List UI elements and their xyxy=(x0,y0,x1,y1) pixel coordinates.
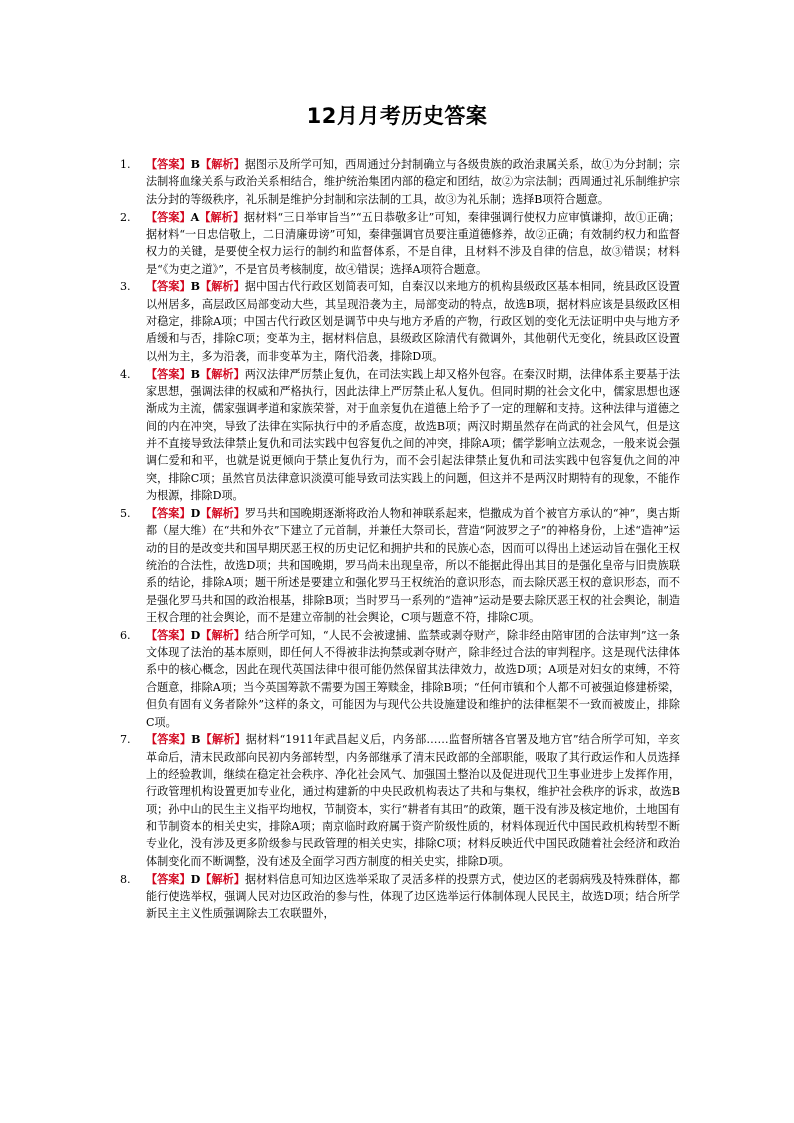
analysis-label: 【解析】 xyxy=(200,158,245,171)
answer-list xyxy=(120,156,680,923)
item-number: 2. xyxy=(120,210,131,224)
analysis-text: 据中国古代行政区划简表可知，自秦汉以来地方的机构县级政区基本相同，统县政区设置以州居多，高层政区局部变动大些，其呈现沿袭为主，局部变动的特点，故选B项，据材料应该是县级政区相对稳定，排除A项；中国古代行政区划是调节中央与地方矛盾的产物，行政区划的变化无法证明中央与地方矛盾缓和与否，排除C项；变革为主，据材料信息，县级政区除清代有微调外，其他朝代无变化，统县政区设置以州为主，多为沿袭，而非变革为主，隋代沿袭，排除D项。 xyxy=(146,280,680,363)
answer-choice: B xyxy=(191,733,201,747)
analysis-label: 【解析】 xyxy=(200,506,245,520)
item-number: 5. xyxy=(120,506,131,520)
analysis-label: 【解析】 xyxy=(199,210,245,224)
answer-label: 【答案】 xyxy=(146,210,191,224)
answer-item xyxy=(120,627,680,731)
answer-choice: B xyxy=(190,158,201,171)
item-number: 7. xyxy=(120,733,131,747)
answer-choice: D xyxy=(190,872,201,886)
analysis-text: 据图示及所学可知，西周通过分封制确立与各级贵族的政治隶属关系，故①为分封制；宗法制将血缘关系与政治关系相结合，维护统治集团内部的稳定和团结，故②为宗法制；西周通过礼乐制维护宗法分封的等级秩序，礼乐制是维护分封制和宗法制的工具，故③为礼乐制；选择B项符合题意。 xyxy=(146,158,680,206)
item-number: 3. xyxy=(120,280,131,294)
answer-label: 【答案】 xyxy=(146,158,191,171)
item-number: 1. xyxy=(120,158,131,171)
answer-item xyxy=(120,278,680,365)
analysis-text: 据材料“三日举审旨当”“五日恭敬多让”可知，秦律强调行使权力应审慎谦抑，故①正确；据材料“一日忠信敬上，二日清廉毋谤”可知，秦律强调官员要注重道德修养，故②正确；有效制约权力和监督权力的关键，是要使全权力运行的制约和监督体系，不是自律，且材料不涉及自律的信息，故③错误；材料是“《为吏之道》”，不是官员考核制度，故④错误；选择A项符合题意。 xyxy=(146,210,680,276)
analysis-label: 【解析】 xyxy=(200,367,245,381)
answer-label: 【答案】 xyxy=(146,872,191,886)
answer-item xyxy=(120,366,680,505)
answer-choice: D xyxy=(190,506,201,520)
item-number: 4. xyxy=(120,367,131,381)
analysis-text: 两汉法律严厉禁止复仇，在司法实践上却又格外包容。在秦汉时期，法律体系主要基于法家思想，强调法律的权威和严格执行，因此法律上严厉禁止私人复仇。但同时期的社会文化中，儒家思想也逐渐成为主流，儒家强调孝道和家族荣誉，对于血亲复仇在道德上给予了一定的理解和支持。这种法律与道德之间的内在冲突，导致了法律在实际执行中的矛盾态度，故选B项；两汉时期虽然存在尚武的社会风气，但是这并不直接导致法律禁止复仇和司法实践中包容复仇之间的冲突，排除A项；儒学影响立法观念，一般来说会强调仁爱和和平，也就是说更倾向于禁止复仇行为，而不会引起法律禁止复仇和司法实践中包容复仇之间的冲突，排除C项；虽然官员法律意识淡漠可能导致司法实践上的问题，但这并不是两汉时期特有的现象，不能作为根源，排除D项。 xyxy=(146,367,680,503)
analysis-text: 据材料“1911年武昌起义后，内务部……监督所辖各官署及地方官”结合所学可知，辛亥革命后，清末民政部向民初内务部转型，内务部继承了清末民政部的全部职能，吸取了其行政运作和人员选择上的经验教训，继续在稳定社会秩序、净化社会风气、加强国土整治以及促进现代卫生事业进步上发挥作用，行政管理机构设置更加专业化，通过构建新的中央民政机构表达了共和与集权，维护社会秩序的诉求，故选B项；孙中山的民生主义指平均地权，节制资本，实行“耕者有其田”的政策，题干没有涉及核定地价，土地国有和节制资本的相关史实，排除A项；南京临时政府属于资产阶级性质的，材料体现近代中国民政机构转型不断专业化，没有涉及更多阶级参与民政管理的相关史实，排除C项；材料反映近代中国民政随着社会经济和政治体制变化而不断调整，没有述及全面学习西方制度的相关史实，排除D项。 xyxy=(146,733,680,868)
answer-item xyxy=(120,505,680,626)
answer-label: 【答案】 xyxy=(146,733,192,747)
analysis-label: 【解析】 xyxy=(200,280,245,294)
answer-label: 【答案】 xyxy=(146,628,191,642)
answer-label: 【答案】 xyxy=(146,506,191,520)
page-title: 12月月考历史答案 xyxy=(306,104,488,128)
answer-choice: D xyxy=(190,628,201,642)
answer-choice: B xyxy=(190,280,201,294)
analysis-label: 【解析】 xyxy=(200,733,246,747)
analysis-label: 【解析】 xyxy=(200,872,245,886)
answer-choice: B xyxy=(190,367,201,381)
item-number: 6. xyxy=(120,628,131,642)
answer-item xyxy=(120,209,680,278)
answer-label: 【答案】 xyxy=(146,367,191,381)
item-number: 8. xyxy=(120,872,131,886)
analysis-text: 据材料信息可知边区选举采取了灵活多样的投票方式，使边区的老弱病残及特殊群体，都能行使选举权，强调人民对边区政治的参与性，体现了边区选举运行体制体现人民民主，故选D项；结合所学新民主主义性质强调除去工农联盟外， xyxy=(146,872,680,921)
answer-choice: A xyxy=(190,210,200,224)
analysis-text: 结合所学可知，“人民不会被逮捕、监禁或剥夺财产，除非经由陪审团的合法审判”这一条文体现了法治的基本原则，即任何人不得被非法拘禁或剥夺财产，除非经过合法的审判程序。这是现代法律体系中的核心概念，因此在现代英国法律中很可能仍然保留其法律效力，故选D项；A项是对妇女的束缚，不符合题意，排除A项；当今英国筹款不需要为国王筹赎金，排除B项；“任何市镇和个人都不可被强迫修建桥梁，但负有固有义务者除外”这样的条文，可能因为与现代公共设施建设和维护的法律框架不一致而被废止，排除C项。 xyxy=(146,628,680,729)
answer-item xyxy=(120,731,680,870)
analysis-label: 【解析】 xyxy=(200,628,245,642)
answer-item xyxy=(120,871,680,923)
answer-item xyxy=(120,156,680,208)
answer-label: 【答案】 xyxy=(146,280,191,294)
analysis-text: 罗马共和国晚期逐渐将政治人物和神联系起来，恺撒成为首个被官方承认的“神”，奥古斯都（屋大维）在“共和外衣”下建立了元首制，并兼任大祭司长，营造“阿波罗之子”的神格身份，上述“造神”运动的目的是改变共和国早期厌恶王权的历史记忆和拥护共和的民族心态，因而可以得出上述运动旨在强化王权统治的合法性，故选D项；共和国晚期，罗马尚未出现皇帝，所以不能据此得出其目的是强化皇帝与旧贵族联系的结论，排除A项；题干所述是要建立和强化罗马王权统治的意识形态，而去除厌恶王权的意识形态，而不是强化罗马共和国的政治根基，排除B项；当时罗马一系列的“造神”运动是要去除厌恶王权的社会舆论，制造王权合理的社会舆论，而不是建立帝制的社会舆论，C项与题意不符，排除C项。 xyxy=(146,506,680,624)
